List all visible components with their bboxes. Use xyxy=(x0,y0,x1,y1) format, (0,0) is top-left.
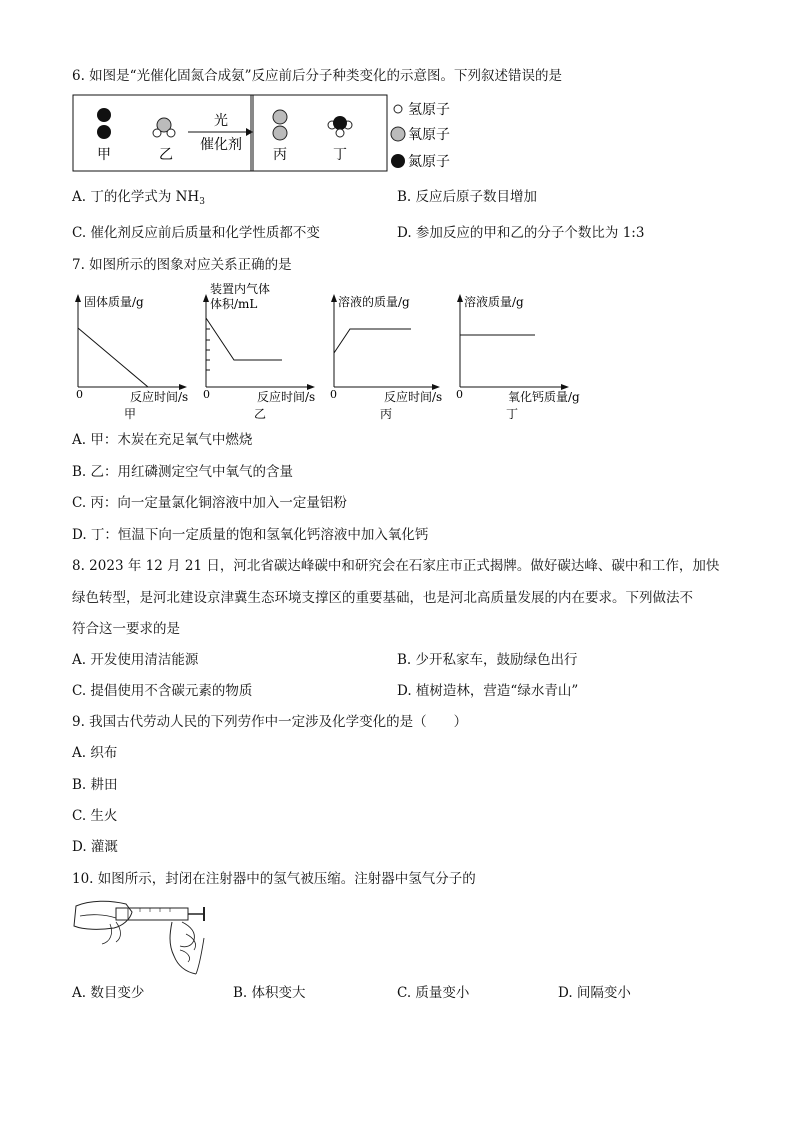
graph-yi-origin: 0 xyxy=(203,388,210,401)
q10-option-a[interactable]: A. 数目变少 xyxy=(72,985,145,1001)
q6-stem: 6. 如图是“光催化固氮合成氨”反应前后分子种类变化的示意图。下列叙述错误的是 xyxy=(72,68,562,84)
graph-yi-ylabel-1: 装置内气体 xyxy=(210,282,271,296)
graph-bing-origin: 0 xyxy=(330,388,337,401)
h-atom-icon xyxy=(167,129,175,137)
graph-jia-ylabel: 固体质量/g xyxy=(84,295,144,309)
graph-ding-xlabel: 氧化钙质量/g xyxy=(508,390,580,404)
q8-option-d[interactable]: D. 植树造林，营造“绿水青山” xyxy=(397,683,579,699)
legend-o: 氧原子 xyxy=(408,127,450,143)
n-atom-icon xyxy=(97,108,111,122)
graph-bing-xlabel: 反应时间/s xyxy=(384,390,443,404)
q6-molecule-diagram xyxy=(70,92,470,174)
q9-option-a[interactable]: A. 织布 xyxy=(72,745,118,761)
graph-jia-curve xyxy=(78,328,148,387)
q6-option-d[interactable]: D. 参加反应的甲和乙的分子个数比为 1:3 xyxy=(397,225,645,241)
n-atom-icon xyxy=(97,125,111,139)
label-bing: 丙 xyxy=(273,147,287,163)
graph-yi xyxy=(203,281,315,421)
graph-yi-curve xyxy=(206,318,282,360)
q7-option-d[interactable]: D. 丁：恒温下向一定质量的饱和氢氧化钙溶液中加入氧化钙 xyxy=(72,527,429,543)
legend-h: 氢原子 xyxy=(408,102,450,118)
q7-graphs xyxy=(66,280,596,425)
syringe-barrel xyxy=(116,908,188,920)
arrow-bottom-label: 催化剂 xyxy=(200,137,242,153)
q6-option-b[interactable]: B. 反应后原子数目增加 xyxy=(397,189,538,205)
q10-option-b[interactable]: B. 体积变大 xyxy=(233,985,306,1001)
syringe-illustration xyxy=(70,894,210,976)
graph-jia-origin: 0 xyxy=(76,388,83,401)
graph-jia-xlabel: 反应时间/s xyxy=(130,390,189,404)
h-atom-icon xyxy=(336,129,344,137)
graph-bing xyxy=(330,294,442,421)
legend-h-icon xyxy=(394,105,402,113)
h-atom-icon xyxy=(153,129,161,137)
q8-option-c[interactable]: C. 提倡使用不含碳元素的物质 xyxy=(72,683,253,699)
graph-ding xyxy=(456,294,580,421)
graph-bing-name: 丙 xyxy=(380,407,393,421)
graph-yi-name: 乙 xyxy=(254,407,267,421)
o-atom-icon xyxy=(273,126,287,140)
q9-option-d[interactable]: D. 灌溉 xyxy=(72,839,118,855)
q8-option-a[interactable]: A. 开发使用清洁能源 xyxy=(72,652,199,668)
legend-o-icon xyxy=(391,127,405,141)
n-atom-icon xyxy=(333,116,347,130)
q6-option-a[interactable]: A. 丁的化学式为 $NH_3$ xyxy=(72,189,205,207)
q10-option-d[interactable]: D. 间隔变小 xyxy=(558,985,631,1001)
q7-option-a[interactable]: A. 甲：木炭在充足氧气中燃烧 xyxy=(72,432,253,448)
graph-bing-curve xyxy=(334,329,411,353)
q9-option-b[interactable]: B. 耕田 xyxy=(72,777,118,793)
q8-option-b[interactable]: B. 少开私家车，鼓励绿色出行 xyxy=(397,652,578,668)
graph-jia xyxy=(75,294,188,421)
q8-stem-line2: 绿色转型，是河北建设京津冀生态环境支撑区的重要基础，也是河北高质量发展的内在要求。下列做法不 xyxy=(72,590,693,606)
q7-stem: 7. 如图所示的图象对应关系正确的是 xyxy=(72,257,292,273)
graph-yi-ylabel-2: 体积/mL xyxy=(210,297,258,311)
q7-option-c[interactable]: C. 丙：向一定量氯化铜溶液中加入一定量铝粉 xyxy=(72,495,347,511)
graph-ding-ylabel: 溶液质量/g xyxy=(464,295,524,309)
legend-n: 氮原子 xyxy=(408,154,450,170)
q10-option-c[interactable]: C. 质量变小 xyxy=(397,985,470,1001)
q10-stem: 10. 如图所示，封闭在注射器中的氢气被压缩。注射器中氢气分子的 xyxy=(72,871,476,887)
graph-jia-name: 甲 xyxy=(124,407,137,421)
graph-ding-origin: 0 xyxy=(456,388,463,401)
label-yi: 乙 xyxy=(159,147,173,163)
graph-ding-name: 丁 xyxy=(506,407,519,421)
q8-stem-line1: 8. 2023 年 12 月 21 日，河北省碳达峰碳中和研究会在石家庄市正式揭牌。做好碳达峰、碳中和工作，加快 xyxy=(72,558,720,574)
arrow-top-label: 光 xyxy=(214,113,228,129)
graph-yi-xlabel: 反应时间/s xyxy=(257,390,316,404)
label-ding: 丁 xyxy=(333,147,347,163)
label-jia: 甲 xyxy=(97,147,111,163)
graph-bing-ylabel: 溶液的质量/g xyxy=(338,295,410,309)
o-atom-icon xyxy=(273,110,287,124)
q6-option-c[interactable]: C. 催化剂反应前后质量和化学性质都不变 xyxy=(72,225,320,241)
q9-option-c[interactable]: C. 生火 xyxy=(72,808,118,824)
q8-stem-line3: 符合这一要求的是 xyxy=(72,621,180,637)
legend-n-icon xyxy=(391,154,405,168)
q7-option-b[interactable]: B. 乙：用红磷测定空气中氧气的含量 xyxy=(72,464,294,480)
q9-stem: 9. 我国古代劳动人民的下列劳作中一定涉及化学变化的是（ ） xyxy=(72,714,468,730)
